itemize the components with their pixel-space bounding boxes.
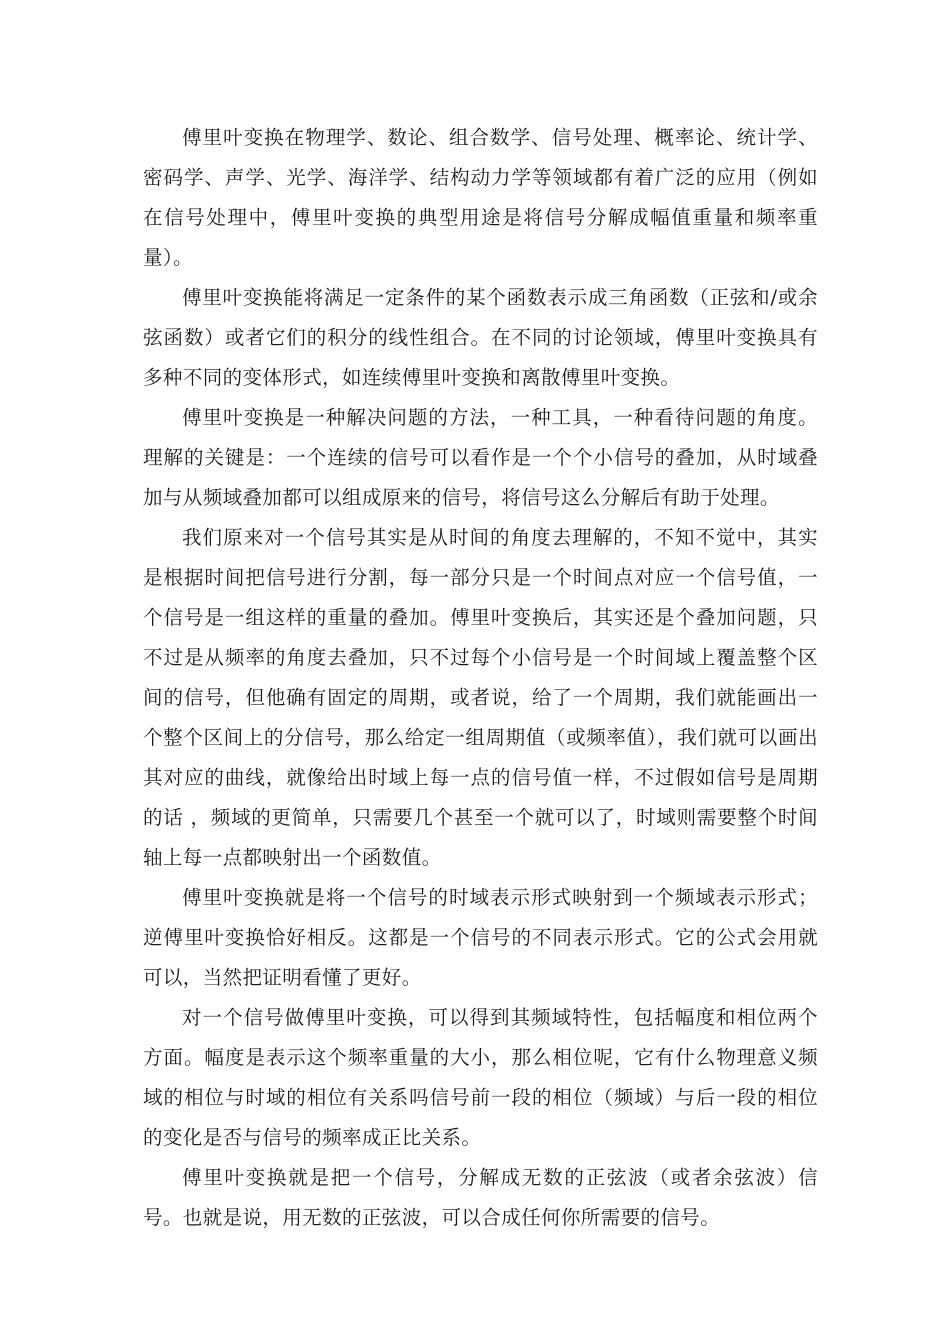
paragraph-2: 傅里叶变换能将满足一定条件的某个函数表示成三角函数（正弦和/或余弦函数）或者它们的积分的线性组合。在不同的讨论领域，傅里叶变换具有多种不同的变体形式，如连续傅里叶变换和离散傅里叶变换。 xyxy=(143,286,818,389)
paragraph-3: 傅里叶变换是一种解决问题的方法，一种工具，一种看待问题的角度。理解的关键是：一个连续的信号可以看作是一个个小信号的叠加，从时域叠加与从频域叠加都可以组成原来的信号，将信号这么分解后有助于处理。 xyxy=(143,406,818,509)
paragraph-1: 傅里叶变换在物理学、数论、组合数学、信号处理、概率论、统计学、密码学、声学、光学、海洋学、结构动力学等领域都有着广泛的应用（例如在信号处理中，傅里叶变换的典型用途是将信号分解成幅值重量和频率重量）。 xyxy=(143,126,818,269)
paragraph-5: 傅里叶变换就是将一个信号的时域表示形式映射到一个频域表示形式；逆傅里叶变换恰好相反。这都是一个信号的不同表示形式。它的公式会用就可以，当然把证明看懂了更好。 xyxy=(143,886,818,989)
paragraph-7: 傅里叶变换就是把一个信号，分解成无数的正弦波（或者余弦波）信号。也就是说，用无数的正弦波，可以合成任何你所需要的信号。 xyxy=(143,1166,818,1229)
document-body xyxy=(143,118,818,1238)
paragraph-6: 对一个信号做傅里叶变换，可以得到其频域特性，包括幅度和相位两个方面。幅度是表示这个频率重量的大小，那么相位呢，它有什么物理意义频域的相位与时域的相位有关系吗信号前一段的相位（频域）与后一段的相位的变化是否与信号的频率成正比关系。 xyxy=(143,1006,818,1149)
paragraph-4: 我们原来对一个信号其实是从时间的角度去理解的，不知不觉中，其实是根据时间把信号进行分割，每一部分只是一个时间点对应一个信号值，一个信号是一组这样的重量的叠加。傅里叶变换后，其实还是个叠加问题，只不过是从频率的角度去叠加，只不过每个小信号是一个时间域上覆盖整个区间的信号，但他确有固定的周期，或者说，给了一个周期，我们就能画出一个整个区间上的分信号，那么给定一组周期值（或频率值），我们就可以画出其对应的曲线，就像给出时域上每一点的信号值一样，不过假如信号是周期的话 ，频域的更简单，只需要几个甚至一个就可以了，时域则需要整个时间轴上每一点都映射出一个函数值。 xyxy=(143,526,818,869)
